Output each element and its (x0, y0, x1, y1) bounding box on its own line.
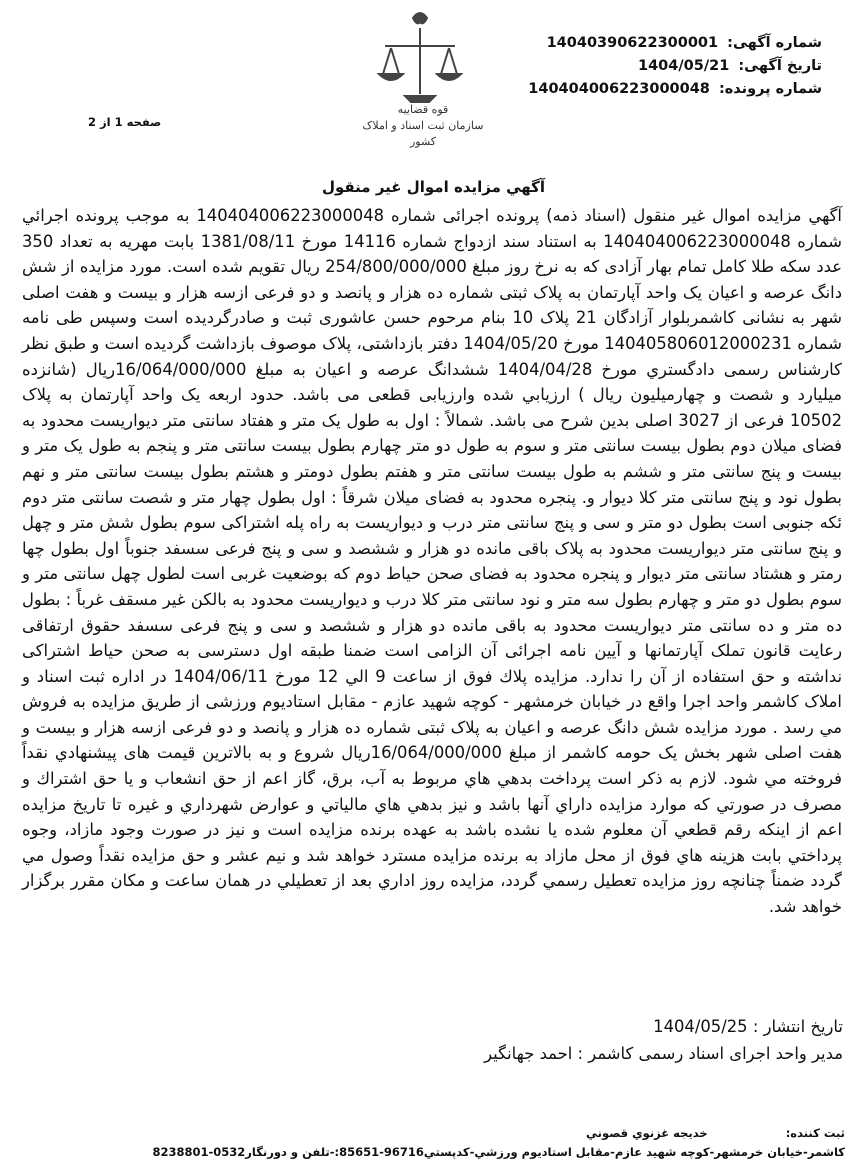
page-indicator: صفحه 1 از 2 (88, 115, 162, 129)
footer-address: کاشمر-خیابان خرمشهر-کوچه شهید عازم-مقابل استادیوم ورزشي-کدپستي96716-85651:-تلفن و دورنگار0532-8238801 (152, 1145, 845, 1159)
registrar-label: ثبت کننده: (785, 1126, 845, 1140)
emblem-caption (348, 102, 498, 150)
file-number-label: شماره پرونده: (718, 81, 822, 97)
notice-number-label: شماره آگهی: (727, 35, 822, 51)
emblem-caption-line-1: قوه قضاییه (397, 103, 449, 116)
file-number: 140404006223000048 (528, 81, 710, 97)
notice-title: آگهي مزايده اموال غير منقول (321, 178, 546, 196)
publication-date-value: 1404/05/25 (653, 1017, 748, 1036)
notice-body-paragraph: آگهي مزايده اموال غير منقول (اسناد ذمه) پرونده اجرائی شماره 140404006223000048 به موجب پرونده اجرائي شماره 140404006223000048 به استناد سند ازدواج شماره 14116 مورخ 1381/08/11 بابت مهریه به تعداد 350 عدد سکه طلا کامل تمام بهار آزادی که به نرخ روز مبلغ 254/800/000/000 ریال تقویم شده است. مورد مزایده از شش دانگ عرصه و اعیان یک واحد آپارتمان به پلاک ثبتی شماره ده هزار و پانصد و دو فرعی ازسه هزار و بیست و هفت اصلی شهر به نشانی کاشمربلوار آزادگان 21 پلاک 10 بنام مرحوم حسن عاشوری ثبت و صادرگردیده است وسپس طی نامه شماره 140405806012000231 مورخ 1404/05/20 دفتر بازداشتی، پلاک موصوف بازداشت گردیده است و طبق نظر کارشناس رسمی دادگستري مورخ 1404/04/28 ششدانگ عرصه و اعیان به مبلغ 16/064/000/000ريال (شانزده میلیارد و شصت و چهارمیلیون ريال ) ارزيابي شده وارزيابی قطعی می باشد. حدود اربعه یک واحد آپارتمان به پلاک 10502 فرعی از 3027 اصلی بدین شرح می باشد. شمالاً : اول به طول یک متر و هفتاد سانتی متر دیواریست محدود به فضای میلان دوم بطول بیست سانتی متر و سوم به طول دو متر چهارم بطول بیست سانتی متر و پنجم به طول یک متر و بیست و پنج سانتی متر و ششم به طول بیست سانتی متر و هفتم بطول دومتر و هشتم بطول بیست سانتی متر و نهم بطول نود و پنج سانتی متر کلا دیوار و. پنجره محدود به فضای میلان شرقاً : اول بطول چهار متر و شصت سانتی متر دوم ئکه جنوبی است بطول دو متر و سی و پنج سانتی متر درب و دیواریست به راه پله اشتراکی سوم بطول شش متر و چهل و پنج سانتی متر دیواریست محدود به پلاک باقی مانده دو هزار و ششصد و سی و پنج فرعی سسفد جنوباً اول بطول چها رمتر و هشتاد سانتی متر دیوار و پنجره محدود به فضای صحن حیاط دوم که بوضعیت غربی است لطول چهل سانتی متر و سوم بطول دو متر و چهارم بطول سه متر و نود سانتی متر کلا درب و دیواریست محدود به بالکن غیر مسقف غرباً : بطول ده متر و ده سانتی متر دیواریست محدود به باقی مانده دو هزار و ششصد و سی و پنج فرعی سسفد حقوق ارتفاقی رعایت قانون تملک آپارتمانها و آیین نامه اجرائی آن الزامی است ضمنا طبقه اول دسترسی به صحن حیاط اشتراکی نداشته و حق استفاده از آن را ندارد. مزايده پلاك فوق از ساعت 9 الي 12 مورخ 1404/06/11 در اداره ثبت اسناد و املاک کاشمر واحد اجرا واقع در خیابان خرمشهر - کوچه شهید عازم - مقابل استادیوم ورزشی از طريق مزايده به فروش مي رسد . مورد مزایده شش دانگ عرصه و اعیان به پلاک ثبتی شماره ده هزار و پانصد و دو فرعی ازسه هزار و بیست و هفت اصلی شهر بخش یک حومه کاشمر از مبلغ 16/064/000/000ريال شروع و به بالاترين قیمت های پیشنهادي نقداً فروخته مي شود. لازم به ذكر است پرداخت بدهي هاي مربوط به آب، برق، گاز اعم از حق انشعاب و يا حق اشتراك و مصرف در صورتي كه موارد مزايده داراي آنها باشد و نيز بدهي هاي مالياتي و عوارض شهرداري و غيره تا تاريخ مزايده اعم از اينكه رقم قطعي آن معلوم شده يا نشده باشد به عهده برنده مزايده است و نيز در صورت وجود مازاد، وجوه پرداختي بابت هزينه هاي فوق از محل مازاد به برنده مزايده مسترد خواهد شد و نيم عشر و حق مزايده نقداً وصول مي گردد ضمناً چنانچه روز مزايده تعطيل رسمي گردد، مزايده روز اداري بعد از تعطيلي در همان ساعت و مكان مقرر برگزار خواهد شد. (22, 206, 843, 917)
notice-date: 1404/05/21 (638, 58, 730, 74)
footer-registrar (586, 1126, 845, 1140)
notice-meta (528, 32, 822, 101)
registrar-name: خدیجه غزنوي قصوني (586, 1126, 708, 1140)
emblem-caption-line-2: سازمان ثبت اسناد و املاک کشور (362, 119, 484, 148)
publication-date-label: تاریخ انتشار : (752, 1017, 843, 1036)
notice-number: 14040390622300001 (546, 35, 719, 51)
notice-date-row (528, 55, 822, 78)
notice-body (22, 203, 842, 920)
publication-date (653, 1017, 843, 1036)
file-number-row (528, 78, 822, 101)
notice-date-label: تاریخ آگهی: (738, 58, 822, 74)
notice-number-row (528, 32, 822, 55)
signer-line: مدیر واحد اجرای اسناد رسمی کاشمر : احمد جهانگیر (484, 1044, 843, 1063)
